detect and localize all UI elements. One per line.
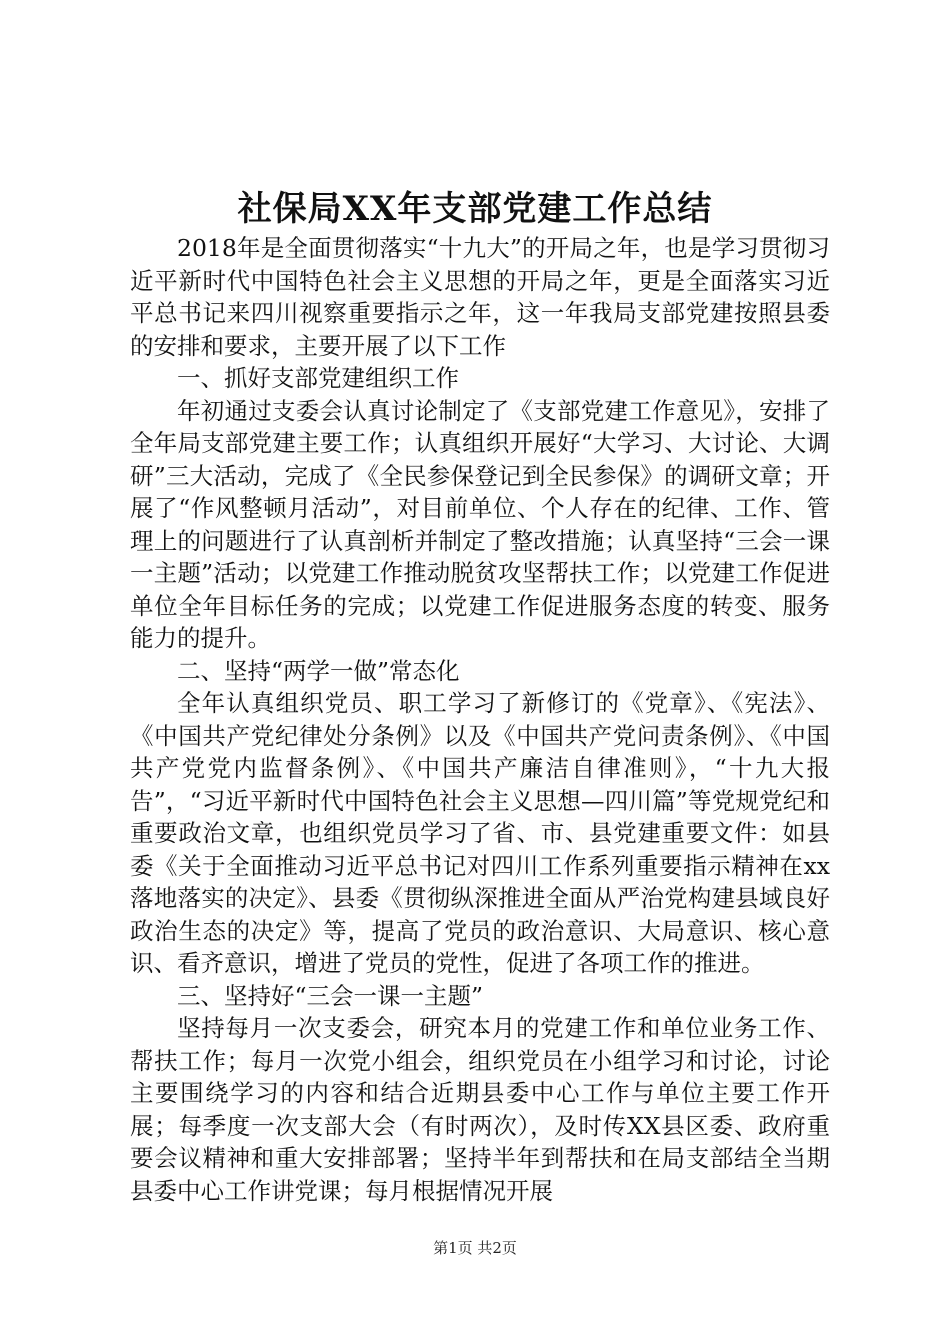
section-3-paragraph: 坚持每月一次支委会，研究本月的党建工作和单位业务工作、帮扶工作；每月一次党小组会，组织党员在小组学习和讨论，讨论主要围绕学习的内容和结合近期县委中心工作与单位主要工作开展；每季度一次支部大会（有时两次），及时传XX县区委、政府重要会议精神和重大安排部署；坚持半年到帮扶和在局支部结全当期县委中心工作讲党课；每月根据情况开展 [130, 1014, 830, 1205]
intro-paragraph: 2018年是全面贯彻落实“十九大”的开局之年，也是学习贯彻习近平新时代中国特色社会主义思想的开局之年，更是全面落实习近平总书记来四川视察重要指示之年，这一年我局支部党建按照县委的安排和要求，主要开展了以下工作 [130, 234, 830, 360]
document-body [130, 232, 830, 1207]
section-heading-2: 二、坚持“两学一做”常态化 [177, 656, 460, 685]
section-heading-3: 三、坚持好“三会一课一主题” [177, 981, 484, 1010]
page-number-footer: 第1页 共2页 [433, 1239, 517, 1257]
section-heading-1: 一、抓好支部党建组织工作 [177, 364, 459, 392]
section-1-paragraph: 年初通过支委会认真讨论制定了《支部党建工作意见》，安排了全年局支部党建主要工作；认真组织开展好“大学习、大讨论、大调研”三大活动，完成了《全民参保登记到全民参保》的调研文章；开展了“作风整顿月活动”，对目前单位、个人存在的纪律、工作、管理上的问题进行了认真剖析并制定了整改措施；认真坚持“三会一课一主题”活动；以党建工作推动脱贫攻坚帮扶工作；以党建工作促进单位全年目标任务的完成；以党建工作促进服务态度的转变、服务能力的提升。 [130, 396, 830, 652]
document-title: 社保局XX年支部党建工作总结 [237, 189, 713, 229]
section-2-paragraph: 全年认真组织党员、职工学习了新修订的《党章》、《宪法》、《中国共产党纪律处分条例》以及《中国共产党问责条例》、《中国共产党党内监督条例》、《中国共产廉洁自律准则》，“十九大报告”，“习近平新时代中国特色社会主义思想—四川篇”等党规党纪和重要政治文章，也组织党员学习了省、市、县党建重要文件：如县委《关于全面推动习近平总书记对四川工作系列重要指示精神在xx落地落实的决定》、县委《贯彻纵深推进全面从严治党构建县域良好政治生态的决定》等，提高了党员的政治意识、大局意识、核心意识、看齐意识，增进了党员的党性，促进了各项工作的推进。 [130, 689, 830, 977]
